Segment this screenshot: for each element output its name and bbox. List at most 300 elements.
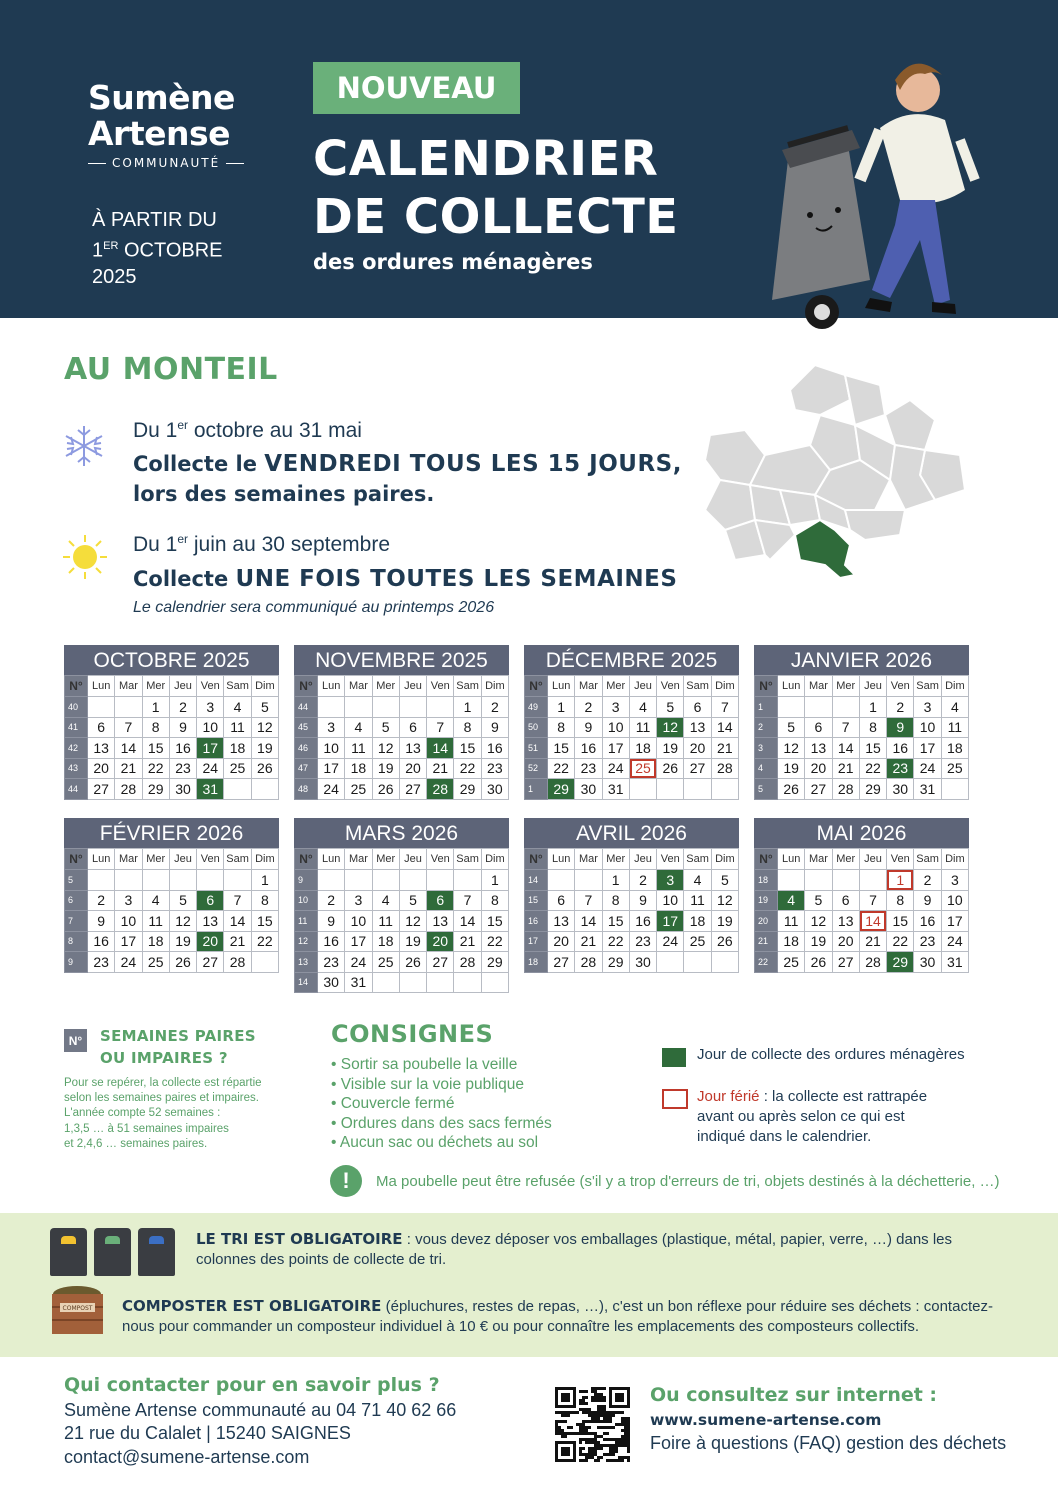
day-cell <box>115 697 142 718</box>
summer-rule: Collecte UNE FOIS TOUTES LES SEMAINES <box>133 566 678 592</box>
day-cell: 5 <box>778 717 805 738</box>
day-cell: 17 <box>602 738 629 759</box>
start-date <box>92 207 223 290</box>
week-number: 52 <box>525 758 548 779</box>
day-cell: 23 <box>88 952 115 973</box>
day-cell: 1 <box>251 870 278 891</box>
day-cell: 15 <box>481 911 508 932</box>
day-cell <box>805 870 832 891</box>
day-cell: 11 <box>142 911 169 932</box>
day-header: Jeu <box>169 849 196 870</box>
day-cell: 20 <box>805 758 832 779</box>
semaines-text: Pour se repérer, la collecte est répartie selon les semaines paires et impaires. L'année compte 52 semaines : 1,3,5 … à 51 semaines impaires et 2,4,6 … semaines paires. <box>64 1077 262 1150</box>
day-cell: 9 <box>575 717 602 738</box>
day-header: Mer <box>142 849 169 870</box>
qr-code-icon[interactable] <box>555 1387 630 1462</box>
day-cell: 31 <box>941 952 968 973</box>
day-cell <box>711 779 738 800</box>
collection-day: 6 <box>197 890 224 911</box>
day-cell: 24 <box>318 779 345 800</box>
week-number: 9 <box>295 870 318 891</box>
day-header: Jeu <box>169 676 196 697</box>
day-cell: 2 <box>481 697 508 718</box>
day-cell <box>548 870 575 891</box>
day-cell <box>318 697 345 718</box>
day-cell: 23 <box>318 952 345 973</box>
collection-day: 29 <box>887 952 914 973</box>
day-cell: 30 <box>629 952 656 973</box>
day-cell: 20 <box>88 758 115 779</box>
day-cell <box>657 779 684 800</box>
day-cell: 4 <box>345 717 372 738</box>
day-cell: 10 <box>197 717 224 738</box>
week-number: 11 <box>295 911 318 932</box>
svg-text:COMPOST: COMPOST <box>62 1305 93 1312</box>
week-header: N° <box>525 849 548 870</box>
day-header: Dim <box>481 676 508 697</box>
day-cell: 10 <box>941 890 968 911</box>
week-number: 19 <box>755 890 778 911</box>
week-number: 1 <box>755 697 778 718</box>
day-header: Ven <box>657 849 684 870</box>
day-cell: 13 <box>88 738 115 759</box>
day-cell: 8 <box>142 717 169 738</box>
month-calendar <box>524 818 739 973</box>
day-header: Sam <box>684 676 711 697</box>
day-cell <box>399 697 426 718</box>
day-cell: 27 <box>805 779 832 800</box>
week-number: 22 <box>755 952 778 973</box>
day-cell: 8 <box>859 717 886 738</box>
week-header: N° <box>525 676 548 697</box>
day-cell: 26 <box>657 758 684 779</box>
day-cell: 13 <box>548 911 575 932</box>
day-cell: 16 <box>481 738 508 759</box>
day-cell: 14 <box>224 911 251 932</box>
week-number: 5 <box>65 870 88 891</box>
week-number: 5 <box>755 779 778 800</box>
day-cell <box>224 779 251 800</box>
week-number: 6 <box>65 890 88 911</box>
day-cell: 3 <box>602 697 629 718</box>
day-cell: 22 <box>887 931 914 952</box>
start-date-year: 2025 <box>92 265 137 288</box>
territory-map <box>695 360 975 585</box>
day-cell <box>832 870 859 891</box>
day-cell <box>88 697 115 718</box>
day-cell: 24 <box>941 931 968 952</box>
day-cell <box>427 870 454 891</box>
day-cell: 23 <box>575 758 602 779</box>
week-header: N° <box>65 676 88 697</box>
week-number: 18 <box>525 952 548 973</box>
month-calendar <box>754 818 969 973</box>
day-cell: 12 <box>251 717 278 738</box>
exclamation-icon: ! <box>330 1165 362 1197</box>
week-header: N° <box>755 849 778 870</box>
day-cell: 19 <box>399 931 426 952</box>
day-header: Ven <box>427 676 454 697</box>
day-header: Dim <box>481 849 508 870</box>
collection-day: 31 <box>197 779 224 800</box>
week-number: 45 <box>295 717 318 738</box>
winter-period: Du 1er octobre au 31 mai <box>133 418 362 442</box>
day-header: Mer <box>832 676 859 697</box>
week-number: 42 <box>65 738 88 759</box>
day-header: Sam <box>224 676 251 697</box>
winter-rule: Collecte le VENDREDI TOUS LES 15 JOURS, <box>133 451 682 477</box>
day-cell: 29 <box>859 779 886 800</box>
day-cell: 8 <box>481 890 508 911</box>
day-cell: 7 <box>575 890 602 911</box>
day-cell: 11 <box>684 890 711 911</box>
consignes-title: CONSIGNES <box>331 1020 494 1048</box>
day-cell: 18 <box>684 911 711 932</box>
day-cell: 5 <box>657 697 684 718</box>
day-cell: 13 <box>832 911 859 932</box>
day-cell: 4 <box>142 890 169 911</box>
person-icon <box>860 64 975 314</box>
day-header: Sam <box>224 849 251 870</box>
web-link[interactable]: www.sumene-artense.com <box>650 1411 882 1429</box>
day-header: Ven <box>887 849 914 870</box>
week-number: 41 <box>65 717 88 738</box>
day-cell <box>318 870 345 891</box>
day-cell: 9 <box>914 890 941 911</box>
week-number: 20 <box>755 911 778 932</box>
week-number: 13 <box>295 952 318 973</box>
day-cell <box>399 870 426 891</box>
day-cell: 1 <box>481 870 508 891</box>
day-cell: 20 <box>399 758 426 779</box>
day-cell <box>224 870 251 891</box>
day-header: Dim <box>711 676 738 697</box>
month-title: MAI 2026 <box>754 818 969 848</box>
week-header: N° <box>295 676 318 697</box>
day-cell: 26 <box>778 779 805 800</box>
day-cell: 22 <box>251 931 278 952</box>
day-cell: 8 <box>548 717 575 738</box>
day-header: Mar <box>805 849 832 870</box>
week-number: 14 <box>295 972 318 993</box>
day-header: Mar <box>805 676 832 697</box>
day-cell: 14 <box>832 738 859 759</box>
day-cell: 18 <box>372 931 399 952</box>
day-cell <box>778 870 805 891</box>
day-cell: 2 <box>575 697 602 718</box>
day-cell: 18 <box>941 738 968 759</box>
day-cell: 3 <box>941 870 968 891</box>
day-cell: 16 <box>575 738 602 759</box>
contact-title: Qui contacter pour en savoir plus ? <box>64 1374 440 1396</box>
consigne-item: • Sortir sa poubelle la veille <box>331 1055 552 1075</box>
holiday-day: 1 <box>887 870 914 891</box>
day-header: Sam <box>914 849 941 870</box>
week-number: 14 <box>525 870 548 891</box>
day-cell <box>941 779 968 800</box>
day-header: Lun <box>778 676 805 697</box>
day-header: Mer <box>142 676 169 697</box>
week-header: N° <box>295 849 318 870</box>
day-cell <box>454 870 481 891</box>
day-cell: 5 <box>399 890 426 911</box>
day-cell: 16 <box>914 911 941 932</box>
day-cell: 15 <box>859 738 886 759</box>
day-cell: 19 <box>778 758 805 779</box>
collection-swatch <box>662 1048 686 1067</box>
compost-bin-icon <box>50 1282 105 1337</box>
day-cell: 19 <box>251 738 278 759</box>
day-cell: 23 <box>481 758 508 779</box>
day-cell <box>684 952 711 973</box>
week-header: N° <box>65 849 88 870</box>
day-cell: 6 <box>684 697 711 718</box>
week-number: 16 <box>525 911 548 932</box>
day-cell: 11 <box>778 911 805 932</box>
day-cell <box>427 697 454 718</box>
week-number-badge: N° <box>64 1029 87 1052</box>
day-cell: 11 <box>345 738 372 759</box>
logo-line1: Sumène <box>88 78 235 117</box>
day-cell <box>454 972 481 993</box>
day-cell: 27 <box>684 758 711 779</box>
day-cell: 4 <box>629 697 656 718</box>
collection-day: 3 <box>657 870 684 891</box>
day-cell: 31 <box>345 972 372 993</box>
day-cell: 27 <box>427 952 454 973</box>
day-cell: 3 <box>914 697 941 718</box>
month-calendar <box>524 645 739 800</box>
month-calendar <box>294 818 509 993</box>
day-cell: 4 <box>684 870 711 891</box>
day-cell: 19 <box>169 931 196 952</box>
week-number: 8 <box>65 931 88 952</box>
day-cell: 6 <box>805 717 832 738</box>
day-cell: 29 <box>602 952 629 973</box>
day-cell: 19 <box>657 738 684 759</box>
day-cell: 4 <box>372 890 399 911</box>
day-cell: 26 <box>805 952 832 973</box>
day-header: Jeu <box>629 676 656 697</box>
day-cell: 25 <box>778 952 805 973</box>
month-title: DÉCEMBRE 2025 <box>524 645 739 675</box>
consigne-item: • Aucun sac ou déchets au sol <box>331 1133 552 1153</box>
day-cell: 27 <box>399 779 426 800</box>
day-cell: 25 <box>684 931 711 952</box>
day-cell: 22 <box>602 931 629 952</box>
day-cell: 16 <box>318 931 345 952</box>
day-cell: 31 <box>602 779 629 800</box>
day-cell: 16 <box>88 931 115 952</box>
week-number: 48 <box>295 779 318 800</box>
day-header: Lun <box>318 849 345 870</box>
day-cell: 3 <box>115 890 142 911</box>
day-cell: 14 <box>115 738 142 759</box>
week-number: 7 <box>65 911 88 932</box>
day-cell: 10 <box>657 890 684 911</box>
day-cell: 2 <box>88 890 115 911</box>
day-cell: 6 <box>399 717 426 738</box>
day-header: Ven <box>197 849 224 870</box>
warning-text: Ma poubelle peut être refusée (s'il y a trop d'erreurs de tri, objets destinés à la déchetterie, …) <box>376 1173 1000 1190</box>
day-cell: 20 <box>832 931 859 952</box>
day-cell: 9 <box>629 890 656 911</box>
day-header: Ven <box>887 676 914 697</box>
day-cell: 25 <box>372 952 399 973</box>
day-header: Mar <box>345 676 372 697</box>
day-cell: 30 <box>575 779 602 800</box>
contact-address: 21 rue du Calalet | 15240 SAIGNES <box>64 1423 351 1443</box>
day-cell: 24 <box>115 952 142 973</box>
consigne-item: • Ordures dans des sacs fermés <box>331 1114 552 1134</box>
week-number: 40 <box>65 697 88 718</box>
day-header: Mar <box>575 676 602 697</box>
day-cell <box>657 952 684 973</box>
day-cell: 21 <box>711 738 738 759</box>
day-cell: 7 <box>859 890 886 911</box>
day-cell: 1 <box>142 697 169 718</box>
day-cell: 12 <box>778 738 805 759</box>
day-header: Jeu <box>399 676 426 697</box>
logo <box>88 80 244 170</box>
web-faq: Foire à questions (FAQ) gestion des déchets <box>650 1433 1007 1453</box>
collection-day: 28 <box>427 779 454 800</box>
month-title: OCTOBRE 2025 <box>64 645 279 675</box>
day-cell: 20 <box>548 931 575 952</box>
consigne-item: • Couvercle fermé <box>331 1094 552 1114</box>
day-cell: 13 <box>684 717 711 738</box>
day-cell: 11 <box>372 911 399 932</box>
week-number: 47 <box>295 758 318 779</box>
week-number: 3 <box>755 738 778 759</box>
day-cell <box>345 870 372 891</box>
day-cell <box>481 972 508 993</box>
day-header: Sam <box>454 676 481 697</box>
trash-bin-icon <box>772 128 870 329</box>
tri-obligatoire: LE TRI EST OBLIGATOIRE : vous devez déposer vos emballages (plastique, métal, papier, verre, …) dans les colonnes des points de collecte de tri. <box>196 1230 953 1268</box>
week-number: 12 <box>295 931 318 952</box>
day-cell: 15 <box>548 738 575 759</box>
day-cell: 26 <box>251 758 278 779</box>
day-cell: 2 <box>629 870 656 891</box>
day-cell: 11 <box>224 717 251 738</box>
day-cell: 2 <box>914 870 941 891</box>
day-cell: 1 <box>548 697 575 718</box>
day-cell: 5 <box>372 717 399 738</box>
collection-day: 20 <box>427 931 454 952</box>
day-cell: 6 <box>548 890 575 911</box>
week-number: 46 <box>295 738 318 759</box>
collection-day: 20 <box>197 931 224 952</box>
day-header: Mar <box>345 849 372 870</box>
day-cell: 8 <box>251 890 278 911</box>
day-cell: 25 <box>142 952 169 973</box>
day-cell: 18 <box>224 738 251 759</box>
logo-line3 <box>88 156 244 170</box>
consigne-item: • Visible sur la voie publique <box>331 1075 552 1095</box>
holiday-day: 14 <box>859 911 886 932</box>
day-header: Lun <box>88 676 115 697</box>
day-cell: 21 <box>859 931 886 952</box>
day-cell: 21 <box>575 931 602 952</box>
day-cell: 23 <box>169 758 196 779</box>
day-cell <box>778 697 805 718</box>
day-cell: 13 <box>399 738 426 759</box>
day-cell: 26 <box>711 931 738 952</box>
day-cell: 14 <box>575 911 602 932</box>
day-cell <box>427 972 454 993</box>
day-cell <box>142 870 169 891</box>
day-header: Dim <box>251 676 278 697</box>
month-calendar <box>754 645 969 800</box>
contact-email[interactable]: contact@sumene-artense.com <box>64 1447 310 1467</box>
day-header: Mer <box>832 849 859 870</box>
day-cell: 23 <box>914 931 941 952</box>
summer-note: Le calendrier sera communiqué au printemps 2026 <box>133 599 495 616</box>
day-cell: 13 <box>805 738 832 759</box>
month-calendar <box>294 645 509 800</box>
collection-day: 6 <box>427 890 454 911</box>
compost-obligatoire: COMPOSTER EST OBLIGATOIRE (épluchures, restes de repas, …), c'est un bon réflexe pour réduire ses déchets : contactez-nous pour commander un composteur individuel à 10 € ou pour connaître les emplacements des composteurs collectifs. <box>122 1297 993 1335</box>
day-cell: 8 <box>887 890 914 911</box>
day-cell: 7 <box>454 890 481 911</box>
week-header: N° <box>755 676 778 697</box>
day-cell <box>372 697 399 718</box>
logo-line2: Artense <box>88 114 230 153</box>
month-title: JANVIER 2026 <box>754 645 969 675</box>
day-cell <box>372 870 399 891</box>
day-header: Lun <box>548 849 575 870</box>
header-banner <box>0 0 1058 318</box>
collection-legend: Jour de collecte des ordures ménagères <box>697 1046 965 1063</box>
day-cell: 10 <box>318 738 345 759</box>
week-number: 49 <box>525 697 548 718</box>
week-number: 18 <box>755 870 778 891</box>
day-cell: 1 <box>602 870 629 891</box>
day-cell: 26 <box>399 952 426 973</box>
day-cell: 24 <box>602 758 629 779</box>
day-cell: 6 <box>88 717 115 738</box>
day-cell: 20 <box>684 738 711 759</box>
week-number: 1 <box>525 779 548 800</box>
day-cell <box>251 952 278 973</box>
logo-communaute: COMMUNAUTÉ <box>112 156 221 170</box>
day-cell: 18 <box>629 738 656 759</box>
page-title: CALENDRIER DE COLLECTE <box>313 131 679 245</box>
sun-icon <box>62 534 108 580</box>
day-cell: 12 <box>372 738 399 759</box>
day-cell: 30 <box>887 779 914 800</box>
semaines-title: SEMAINES PAIRES OU IMPAIRES ? <box>100 1027 256 1067</box>
page-subtitle: des ordures ménagères <box>313 250 593 274</box>
week-number: 17 <box>525 931 548 952</box>
collection-day: 9 <box>887 717 914 738</box>
day-cell: 9 <box>88 911 115 932</box>
day-cell: 8 <box>454 717 481 738</box>
day-header: Sam <box>914 676 941 697</box>
month-title: FÉVRIER 2026 <box>64 818 279 848</box>
collection-day: 17 <box>657 911 684 932</box>
day-cell: 30 <box>481 779 508 800</box>
snowflake-icon <box>62 424 106 468</box>
web-title: Ou consultez sur internet : <box>650 1384 938 1406</box>
day-cell: 10 <box>115 911 142 932</box>
day-cell: 24 <box>657 931 684 952</box>
week-number: 9 <box>65 952 88 973</box>
month-title: NOVEMBRE 2025 <box>294 645 509 675</box>
day-cell: 23 <box>629 931 656 952</box>
week-number: 21 <box>755 931 778 952</box>
